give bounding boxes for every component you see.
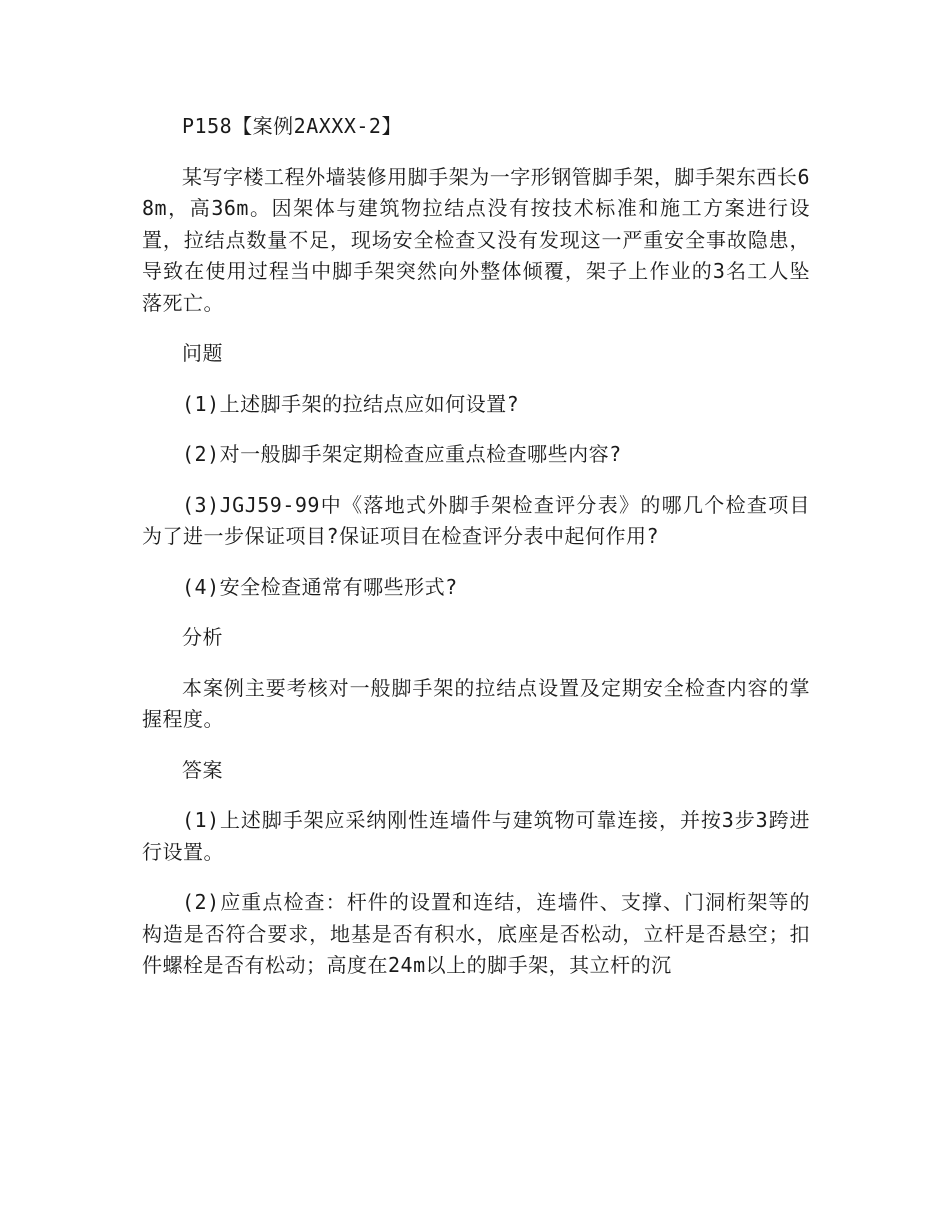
document-page <box>142 111 810 1001</box>
analysis-body: 本案例主要考核对一般脚手架的拉结点设置及定期安全检查内容的掌握程度。 <box>142 675 810 731</box>
question-3: (3)JGJ59-99中《落地式外脚手架检查评分表》的哪几个检查项目为了进一步保证项目?保证项目在检查评分表中起何作用? <box>142 492 810 548</box>
answer-2: (2)应重点检查：杆件的设置和连结，连墙件、支撑、门洞桁架等的构造是否符合要求，地基是否有积水，底座是否松动，立杆是否悬空；扣件螺栓是否有松动；高度在24m以上的脚手架，其立杆的沉 <box>142 890 810 977</box>
analysis-heading: 分析 <box>182 625 223 649</box>
question-1: (1)上述脚手架的拉结点应如何设置? <box>182 391 520 416</box>
question-2: (2)对一般脚手架定期检查应重点检查哪些内容? <box>182 442 622 466</box>
questions-heading: 问题 <box>182 341 223 365</box>
question-4: (4)安全检查通常有哪些形式? <box>182 574 458 599</box>
answer-heading: 答案 <box>182 757 223 782</box>
case-description: 某写字楼工程外墙装修用脚手架为一字形钢管脚手架，脚手架东西长68m，高36m。因架体与建筑物拉结点没有按技术标准和施工方案进行设置，拉结点数量不足，现场安全检查又没有发现这一严重安全事故隐患，导致在使用过程当中脚手架突然向外整体倾覆，架子上作业的3名工人坠落死亡。 <box>142 164 810 315</box>
answer-1: (1)上述脚手架应采纳刚性连墙件与建筑物可靠连接，并按3步3跨进行设置。 <box>142 808 810 864</box>
case-title: P158【案例2AXXX-2】 <box>182 114 402 138</box>
